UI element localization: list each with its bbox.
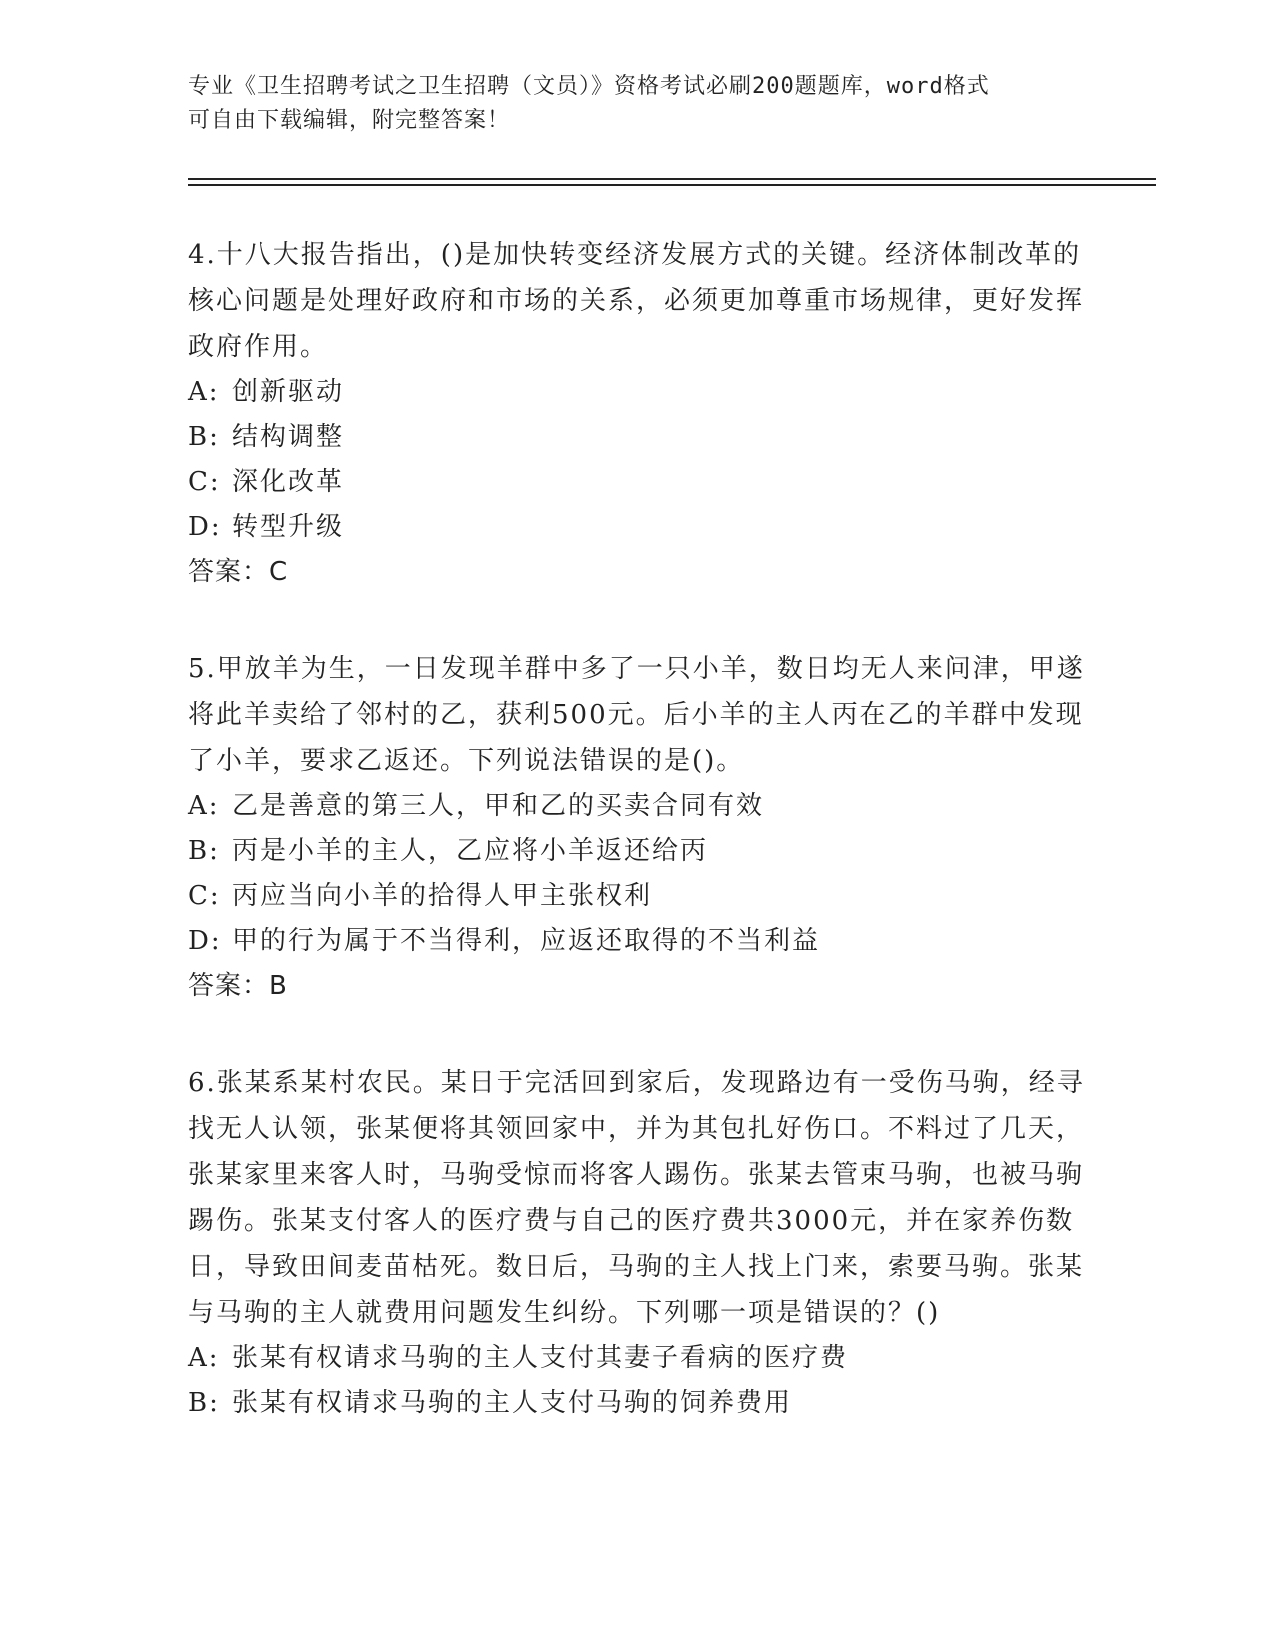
option-d	[188, 505, 1088, 550]
option-key: C:	[188, 467, 221, 497]
option-key: A:	[188, 377, 220, 407]
header-line-2: 可自由下载编辑，附完整答案！	[188, 108, 511, 133]
option-text: 转型升级	[232, 512, 345, 542]
option-b	[188, 829, 1088, 874]
option-text: 丙应当向小羊的拾得人甲主张权利	[232, 881, 653, 911]
option-b	[188, 415, 1088, 460]
answer-text: 答案：B	[188, 971, 288, 1001]
option-a	[188, 370, 1088, 415]
option-key: D:	[188, 926, 222, 956]
option-text: 张某有权请求马驹的主人支付其妻子看病的医疗费	[232, 1343, 849, 1373]
option-text: 深化改革	[232, 467, 345, 497]
option-d	[188, 919, 1088, 964]
question-spacer	[188, 1009, 1088, 1060]
header-divider-top	[188, 178, 1156, 180]
question-list	[188, 232, 1088, 1426]
option-text: 张某有权请求马驹的主人支付马驹的饲养费用	[232, 1388, 793, 1418]
option-c	[188, 874, 1088, 919]
option-text: 甲的行为属于不当得利，应返还取得的不当利益	[232, 926, 821, 956]
option-a	[188, 784, 1088, 829]
header-line-1: 专业《卫生招聘考试之卫生招聘（文员）》资格考试必刷200题题库，word格式	[188, 74, 990, 99]
option-key: A:	[188, 1343, 220, 1373]
option-key: D:	[188, 512, 222, 542]
header-divider-bottom	[188, 184, 1156, 186]
document-header	[188, 70, 1088, 138]
option-b	[188, 1381, 1088, 1426]
question-stem: 6.张某系某村农民。某日于完活回到家后，发现路边有一受伤马驹，经寻找无人认领，张某便将其领回家中，并为其包扎好伤口。不料过了几天，张某家里来客人时，马驹受惊而将客人踢伤。张某去管束马驹，也被马驹踢伤。张某支付客人的医疗费与自己的医疗费共3000元，并在家养伤数日，导致田间麦苗枯死。数日后，马驹的主人找上门来，索要马驹。张某与马驹的主人就费用问题发生纠纷。下列哪一项是错误的？()	[188, 1068, 1085, 1328]
option-key: B:	[188, 836, 220, 866]
option-key: B:	[188, 1388, 220, 1418]
question-stem: 4.十八大报告指出，()是加快转变经济发展方式的关键。经济体制改革的核心问题是处理好政府和市场的关系，必须更加尊重市场规律，更好发挥政府作用。	[188, 240, 1085, 362]
option-text: 结构调整	[232, 422, 345, 452]
option-key: C:	[188, 881, 221, 911]
question-5	[188, 646, 1088, 1009]
option-a	[188, 1336, 1088, 1381]
option-text: 丙是小羊的主人，乙应将小羊返还给丙	[232, 836, 709, 866]
question-spacer	[188, 595, 1088, 646]
question-stem: 5.甲放羊为生，一日发现羊群中多了一只小羊，数日均无人来问津，甲遂将此羊卖给了邻村的乙，获利500元。后小羊的主人丙在乙的羊群中发现了小羊，要求乙返还。下列说法错误的是()。	[188, 654, 1085, 776]
question-6	[188, 1060, 1088, 1426]
option-key: B:	[188, 422, 220, 452]
option-text: 乙是善意的第三人，甲和乙的买卖合同有效	[232, 791, 765, 821]
answer-text: 答案：C	[188, 557, 289, 587]
option-text: 创新驱动	[232, 377, 345, 407]
option-key: A:	[188, 791, 220, 821]
option-c	[188, 460, 1088, 505]
question-4	[188, 232, 1088, 595]
